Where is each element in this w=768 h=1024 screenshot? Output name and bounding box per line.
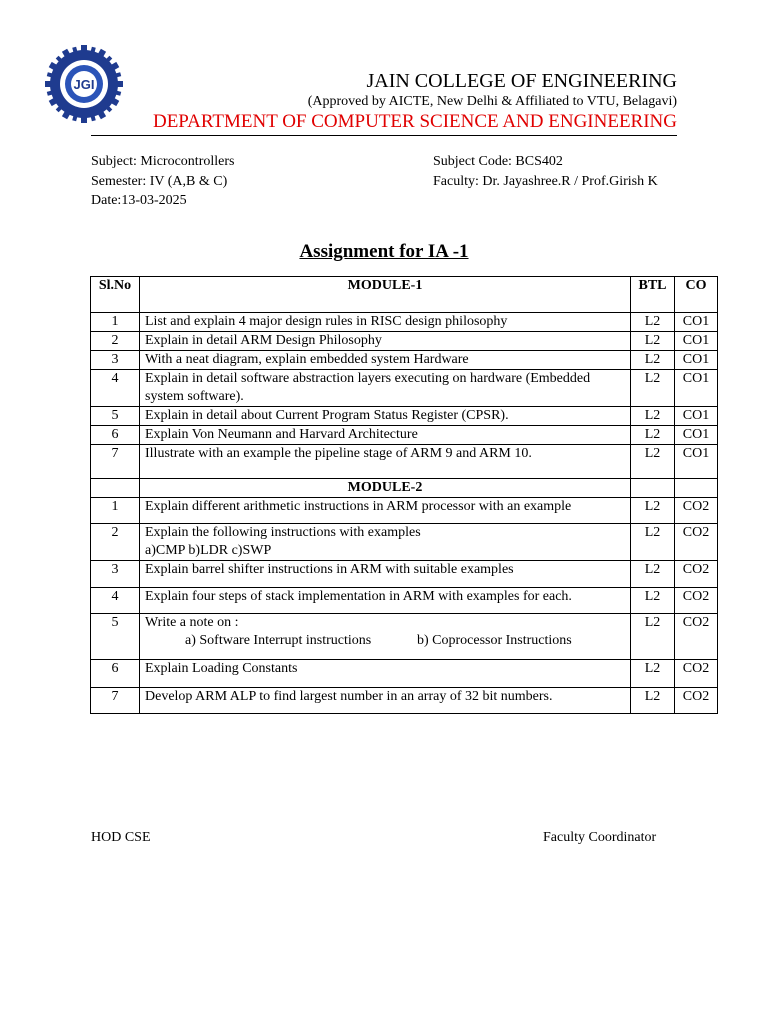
question-text: List and explain 4 major design rules in RISC design philosophy: [140, 313, 631, 332]
row-number: 7: [91, 688, 140, 714]
question-text: Explain in detail ARM Design Philosophy: [140, 332, 631, 351]
btl-value: L2: [631, 445, 675, 479]
table-row: [91, 660, 718, 688]
table-header-row: [91, 277, 718, 313]
row-number: 1: [91, 498, 140, 524]
btl-value: L2: [631, 561, 675, 588]
subject-code-line: Subject Code: BCS402: [433, 154, 563, 169]
header-divider: [91, 135, 677, 136]
header-slno: Sl.No: [91, 277, 140, 313]
co-value: CO1: [675, 332, 718, 351]
table-row: [91, 332, 718, 351]
btl-value: L2: [631, 332, 675, 351]
question-text: Explain Loading Constants: [140, 660, 631, 688]
row-number: 3: [91, 561, 140, 588]
question-text: [140, 524, 631, 561]
co-value: CO1: [675, 445, 718, 479]
faculty-line: Faculty: Dr. Jayashree.R / Prof.Girish K: [433, 173, 658, 189]
question-line: Explain the following instructions with examples: [145, 525, 421, 540]
btl-value: L2: [631, 407, 675, 426]
co-value: CO1: [675, 426, 718, 445]
question-text: Explain in detail software abstraction layers executing on hardware (Embedded system software).: [140, 370, 631, 407]
row-number: 4: [91, 370, 140, 407]
row-number: 2: [91, 524, 140, 561]
question-subitems: [145, 632, 625, 650]
btl-value: L2: [631, 614, 675, 660]
meta-right: [433, 152, 658, 191]
page-title: Assignment for IA -1: [299, 241, 469, 262]
question-line: Write a note on :: [145, 615, 239, 630]
btl-value: L2: [631, 660, 675, 688]
semester-line: Semester: IV (A,B & C): [91, 173, 228, 189]
co-value: CO2: [675, 588, 718, 614]
header-co: CO: [675, 277, 718, 313]
row-number: 5: [91, 407, 140, 426]
department-name: DEPARTMENT OF COMPUTER SCIENCE AND ENGINEERING: [152, 111, 677, 132]
question-text: With a neat diagram, explain embedded system Hardware: [140, 351, 631, 370]
question-text: Explain four steps of stack implementation in ARM with examples for each.: [140, 588, 631, 614]
co-value: CO2: [675, 498, 718, 524]
table-row: [91, 561, 718, 588]
row-number: 2: [91, 332, 140, 351]
btl-value: L2: [631, 426, 675, 445]
btl-value: L2: [631, 351, 675, 370]
co-value: CO1: [675, 370, 718, 407]
row-number: 1: [91, 313, 140, 332]
logo-text: JGI: [73, 77, 95, 92]
row-number: 3: [91, 351, 140, 370]
row-number: 5: [91, 614, 140, 660]
co-value: CO2: [675, 524, 718, 561]
question-text: Illustrate with an example the pipeline stage of ARM 9 and ARM 10.: [140, 445, 631, 479]
table-row: [91, 407, 718, 426]
table-row: [91, 588, 718, 614]
table-row: [91, 445, 718, 479]
btl-value: L2: [631, 588, 675, 614]
row-number: 4: [91, 588, 140, 614]
btl-value: L2: [631, 313, 675, 332]
question-text: Explain Von Neumann and Harvard Architecture: [140, 426, 631, 445]
date-line: Date:13-03-2025: [91, 193, 187, 208]
btl-value: L2: [631, 688, 675, 714]
table-row: [91, 426, 718, 445]
question-text: Explain different arithmetic instructions in ARM processor with an example: [140, 498, 631, 524]
co-value: CO1: [675, 407, 718, 426]
btl-value: L2: [631, 524, 675, 561]
table-row: [91, 498, 718, 524]
table-row: [91, 688, 718, 714]
co-value: CO2: [675, 688, 718, 714]
subitem-a: a) Software Interrupt instructions: [185, 633, 372, 648]
row-number: 6: [91, 426, 140, 445]
hod-signature-label: HOD CSE: [91, 830, 151, 845]
co-value: CO2: [675, 660, 718, 688]
college-logo: [44, 44, 124, 124]
btl-value: L2: [631, 370, 675, 407]
header-module-1: MODULE-1: [140, 277, 631, 313]
question-options: a)CMP b)LDR c)SWP: [145, 543, 272, 558]
question-text: Explain in detail about Current Program Status Register (CPSR).: [140, 407, 631, 426]
module-2-header-row: [91, 479, 718, 498]
table-row: [91, 614, 718, 660]
btl-value: L2: [631, 498, 675, 524]
approval-note: (Approved by AICTE, New Delhi & Affiliated to VTU, Belagavi): [307, 94, 677, 109]
table-row: [91, 370, 718, 407]
row-number: 6: [91, 660, 140, 688]
question-text: Develop ARM ALP to find largest number in an array of 32 bit numbers.: [140, 688, 631, 714]
question-text: [140, 614, 631, 660]
header-btl: BTL: [631, 277, 675, 313]
college-name: JAIN COLLEGE OF ENGINEERING: [366, 70, 677, 92]
meta-left: [91, 152, 234, 211]
table-row: [91, 351, 718, 370]
co-value: CO2: [675, 561, 718, 588]
co-value: CO2: [675, 614, 718, 660]
row-number: 7: [91, 445, 140, 479]
co-value: CO1: [675, 313, 718, 332]
table-row: [91, 524, 718, 561]
table-row: [91, 313, 718, 332]
co-value: CO1: [675, 351, 718, 370]
question-text: Explain barrel shifter instructions in ARM with suitable examples: [140, 561, 631, 588]
assignment-table: [90, 276, 718, 714]
subitem-b: b) Coprocessor Instructions: [417, 633, 572, 648]
faculty-coordinator-label: Faculty Coordinator: [543, 830, 657, 845]
header-module-2: MODULE-2: [140, 479, 631, 498]
subject-line: Subject: Microcontrollers: [91, 154, 235, 169]
